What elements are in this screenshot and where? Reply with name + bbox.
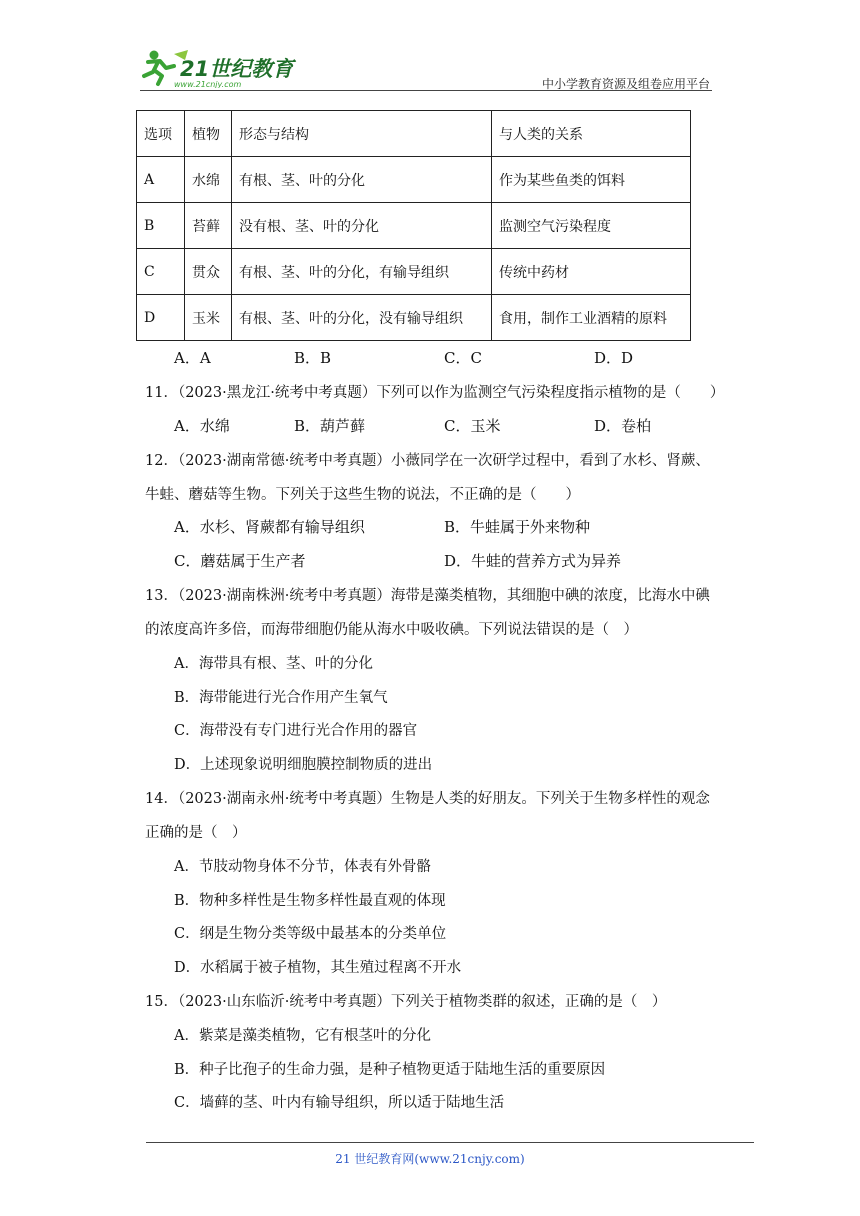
q12-option-d[interactable]: D．牛蛙的营养方式为异养 [444, 552, 622, 570]
logo-url: www.21cnjy.com [174, 80, 242, 88]
table-cell: 有根、茎、叶的分化，没有输导组织 [232, 295, 492, 341]
q10-option-b[interactable]: B．B [294, 349, 332, 367]
q14-option-c[interactable]: C．纲是生物分类等级中最基本的分类单位 [174, 926, 447, 942]
table-cell: 苔藓 [185, 203, 232, 249]
header-divider [140, 90, 712, 91]
table-header-cell: 植物 [185, 111, 232, 157]
table-row [137, 249, 691, 295]
table-cell: 水绵 [185, 157, 232, 203]
q13-option-d[interactable]: D．上述现象说明细胞膜控制物质的进出 [174, 757, 433, 773]
q11-option-a[interactable]: A．水绵 [174, 417, 230, 435]
table-row [137, 157, 691, 203]
footer-link[interactable]: 21 世纪教育网(www.21cnjy.com) [335, 1152, 525, 1166]
table-cell: 贯众 [185, 249, 232, 295]
q10-option-d[interactable]: D．D [594, 349, 634, 367]
option-table [136, 110, 691, 341]
table-header-row [137, 111, 691, 157]
q10-option-c[interactable]: C．C [444, 349, 482, 367]
header-platform-name: 中小学教育资源及组卷应用平台 [541, 77, 710, 91]
q13-stem-line1: 13．（2023·湖南株洲·统考中考真题）海带是藻类植物，其细胞中碘的浓度，比海水中碘 [145, 588, 710, 604]
q13-option-c[interactable]: C．海带没有专门进行光合作用的器官 [174, 723, 418, 739]
q14-option-d[interactable]: D．水稻属于被子植物，其生殖过程离不开水 [174, 960, 462, 976]
q15-option-a[interactable]: A．紫菜是藻类植物，它有根茎叶的分化 [174, 1028, 431, 1044]
table-header-cell: 选项 [137, 111, 185, 157]
q15-option-c[interactable]: C．墙藓的茎、叶内有输导组织，所以适于陆地生活 [174, 1095, 505, 1111]
table-cell: B [137, 203, 185, 249]
footer-divider [146, 1142, 754, 1143]
q12-option-b[interactable]: B．牛蛙属于外来物种 [444, 518, 591, 536]
q11-option-c[interactable]: C．玉米 [444, 417, 501, 435]
q11-option-b[interactable]: B．葫芦藓 [294, 417, 366, 435]
logo-text: 21世纪教育 [180, 57, 294, 81]
q13-option-a[interactable]: A．海带具有根、茎、叶的分化 [174, 656, 373, 672]
page-header [140, 40, 712, 90]
q11-stem: 11．（2023·黑龙江·统考中考真题）下列可以作为监测空气污染程度指示植物的是（ ） [145, 385, 725, 401]
table-cell: 监测空气污染程度 [492, 203, 691, 249]
table-cell: 作为某些鱼类的饵料 [492, 157, 691, 203]
table-cell: A [137, 157, 185, 203]
q14-option-b[interactable]: B．物种多样性是生物多样性最直观的体现 [174, 893, 446, 909]
q15-option-b[interactable]: B．种子比孢子的生命力强，是种子植物更适于陆地生活的重要原因 [174, 1062, 606, 1078]
table-row [137, 203, 691, 249]
table-cell: 有根、茎、叶的分化，有输导组织 [232, 249, 492, 295]
q12-option-c[interactable]: C．蘑菇属于生产者 [174, 552, 306, 570]
table-cell: 没有根、茎、叶的分化 [232, 203, 492, 249]
table-cell: 食用，制作工业酒精的原料 [492, 295, 691, 341]
table-cell: 有根、茎、叶的分化 [232, 157, 492, 203]
table-header-cell: 形态与结构 [232, 111, 492, 157]
q14-option-a[interactable]: A．节肢动物身体不分节，体表有外骨骼 [174, 859, 431, 875]
q10-option-a[interactable]: A．A [174, 349, 211, 367]
table-cell: 传统中药材 [492, 249, 691, 295]
q13-option-b[interactable]: B．海带能进行光合作用产生氧气 [174, 690, 388, 706]
q12-stem-line2: 牛蛙、蘑菇等生物。下列关于这些生物的说法，不正确的是（ ） [145, 487, 580, 503]
q14-stem-line1: 14．（2023·湖南永州·统考中考真题）生物是人类的好朋友。下列关于生物多样性的观念 [145, 791, 710, 807]
table-cell: 玉米 [185, 295, 232, 341]
table-header-cell: 与人类的关系 [492, 111, 691, 157]
q13-stem-line2: 的浓度高许多倍，而海带细胞仍能从海水中吸收碘。下列说法错误的是（ ） [145, 622, 638, 638]
q14-stem-line2: 正确的是（ ） [145, 825, 247, 841]
q11-option-d[interactable]: D．卷柏 [594, 417, 652, 435]
table-cell: D [137, 295, 185, 341]
q15-stem: 15．（2023·山东临沂·统考中考真题）下列关于植物类群的叙述，正确的是（ ） [145, 994, 667, 1010]
q12-option-a[interactable]: A．水杉、肾蕨都有输导组织 [174, 518, 365, 536]
q12-stem-line1: 12．（2023·湖南常德·统考中考真题）小薇同学在一次研学过程中，看到了水杉、肾蕨、 [145, 453, 710, 469]
site-logo [140, 46, 305, 88]
table-row [137, 295, 691, 341]
table-cell: C [137, 249, 185, 295]
